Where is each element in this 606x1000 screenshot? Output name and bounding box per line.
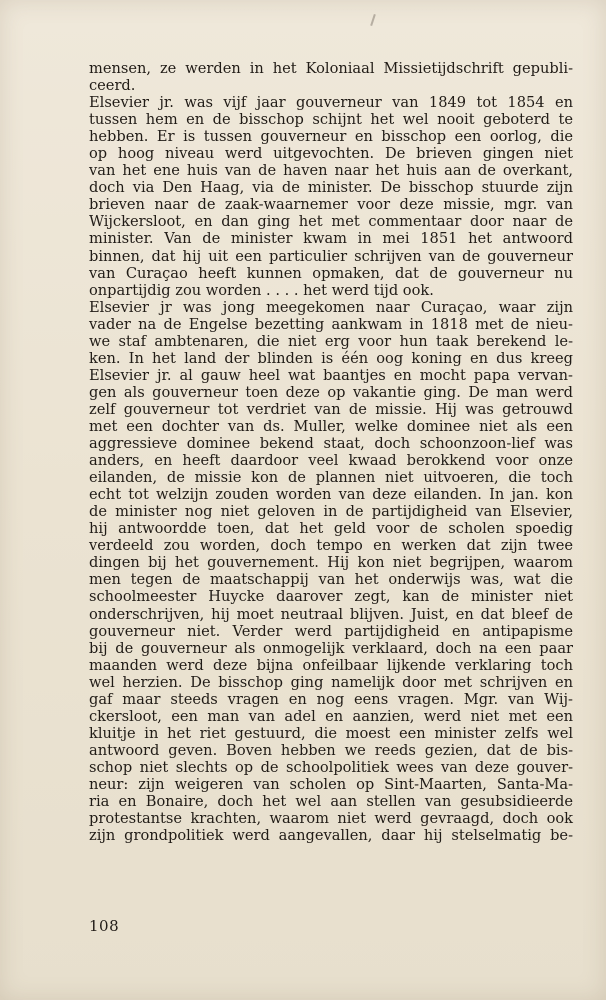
text-line: doch via Den Haag, via de minister. De bisschop stuurde zijn [89, 179, 573, 197]
text-line: zelf gouverneur tot verdriet van de missie. Hij was getrouwd [89, 400, 573, 418]
text-line: hij antwoordde toen, dat het geld voor de scholen spoedig [89, 520, 573, 538]
text-line: hebben. Er is tussen gouverneur en bisschop een oorlog, die [89, 128, 573, 146]
text-line: antwoord geven. Boven hebben we reeds gezien, dat de bis- [89, 741, 573, 759]
text-line: de minister nog niet geloven in de partijdigheid van Elsevier, [89, 503, 573, 521]
text-line: aggressieve dominee bekend staat, doch schoonzoon-lief was [89, 435, 573, 453]
text-line: schoolmeester Huycke daarover zegt, kan de minister niet [89, 588, 573, 606]
text-line: anders, en heeft daardoor veel kwaad berokkend voor onze [89, 452, 573, 470]
text-line: we staf ambtenaren, die niet erg voor hun taak berekend le- [89, 332, 573, 350]
text-line: vader na de Engelse bezetting aankwam in 1818 met de nieu- [89, 315, 573, 333]
text-line: zijn grondpolitiek werd aangevallen, daar hij stelselmatig be- [89, 827, 573, 845]
text-line: ken. In het land der blinden is één oog koning en dus kreeg [89, 349, 573, 367]
text-line: Elsevier jr. was vijf jaar gouverneur van 1849 tot 1854 en [89, 94, 573, 112]
text-line: met een dochter van ds. Muller, welke dominee niet als een [89, 417, 573, 435]
text-line: wel herzien. De bisschop ging namelijk door met schrijven en [89, 673, 573, 691]
text-line: neur: zijn weigeren van scholen op Sint-Maarten, Santa-Ma- [89, 775, 573, 793]
text-line: verdeeld zou worden, doch tempo en werken dat zijn twee [89, 537, 573, 555]
text-line: Elsevier jr. al gauw heel wat baantjes en mocht papa vervan- [89, 366, 573, 384]
text-line: op hoog niveau werd uitgevochten. De brieven gingen niet [89, 145, 573, 163]
text-line: gouverneur niet. Verder werd partijdigheid en antipapisme [89, 622, 573, 640]
text-line: ckersloot, een man van adel en aanzien, werd niet met een [89, 707, 573, 725]
text-line: van het ene huis van de haven naar het huis aan de overkant, [89, 162, 573, 180]
text-line: eilanden, de missie kon de plannen niet uitvoeren, die toch [89, 469, 573, 487]
body-text [89, 60, 573, 844]
text-line: minister. Van de minister kwam in mei 1851 het antwoord [89, 230, 573, 248]
text-line: brieven naar de zaak-waarnemer voor deze missie, mgr. van [89, 196, 573, 214]
text-line: protestantse krachten, waarom niet werd gevraagd, doch ook [89, 810, 573, 828]
text-line: kluitje in het riet gestuurd, die moest een minister zelfs wel [89, 724, 573, 742]
text-line: van Curaçao heeft kunnen opmaken, dat de gouverneur nu [89, 264, 573, 282]
text-line: ceerd. [89, 77, 136, 95]
text-line: tussen hem en de bisschop schijnt het wel nooit geboterd te [89, 111, 573, 129]
text-line: mensen, ze werden in het Koloniaal Missietijdschrift gepubli- [89, 60, 573, 77]
text-line: ria en Bonaire, doch het wel aan stellen van gesubsidieerde [89, 793, 573, 811]
text-line: Elsevier jr was jong meegekomen naar Curaçao, waar zijn [89, 298, 573, 316]
text-line: binnen, dat hij uit een particulier schrijven van de gouverneur [89, 247, 573, 265]
text-line: echt tot welzijn zouden worden van deze eilanden. In jan. kon [89, 486, 573, 504]
text-line: gaf maar steeds vragen en nog eens vragen. Mgr. van Wij- [89, 690, 573, 708]
text-line: maanden werd deze bijna onfeilbaar lijkende verklaring toch [89, 656, 573, 674]
page-number: 108 [89, 917, 120, 935]
text-line: onpartijdig zou worden . . . . het werd tijd ook. [89, 281, 434, 299]
text-line: dingen bij het gouvernement. Hij kon niet begrijpen, waarom [89, 554, 573, 572]
text-line: men tegen de maatschappij van het onderwijs was, wat die [89, 571, 573, 589]
text-line: Wijckersloot, en dan ging het met commentaar door naar de [89, 213, 573, 231]
text-line: bij de gouverneur als onmogelijk verklaard, doch na een paar [89, 639, 573, 657]
text-line: schop niet slechts op de schoolpolitiek wees van deze gouver- [89, 758, 573, 776]
text-line: gen als gouverneur toen deze op vakantie ging. De man werd [89, 383, 573, 401]
text-line: onderschrijven, hij moet neutraal blijven. Juist, en dat bleef de [89, 605, 573, 623]
scan-mark [370, 14, 376, 26]
